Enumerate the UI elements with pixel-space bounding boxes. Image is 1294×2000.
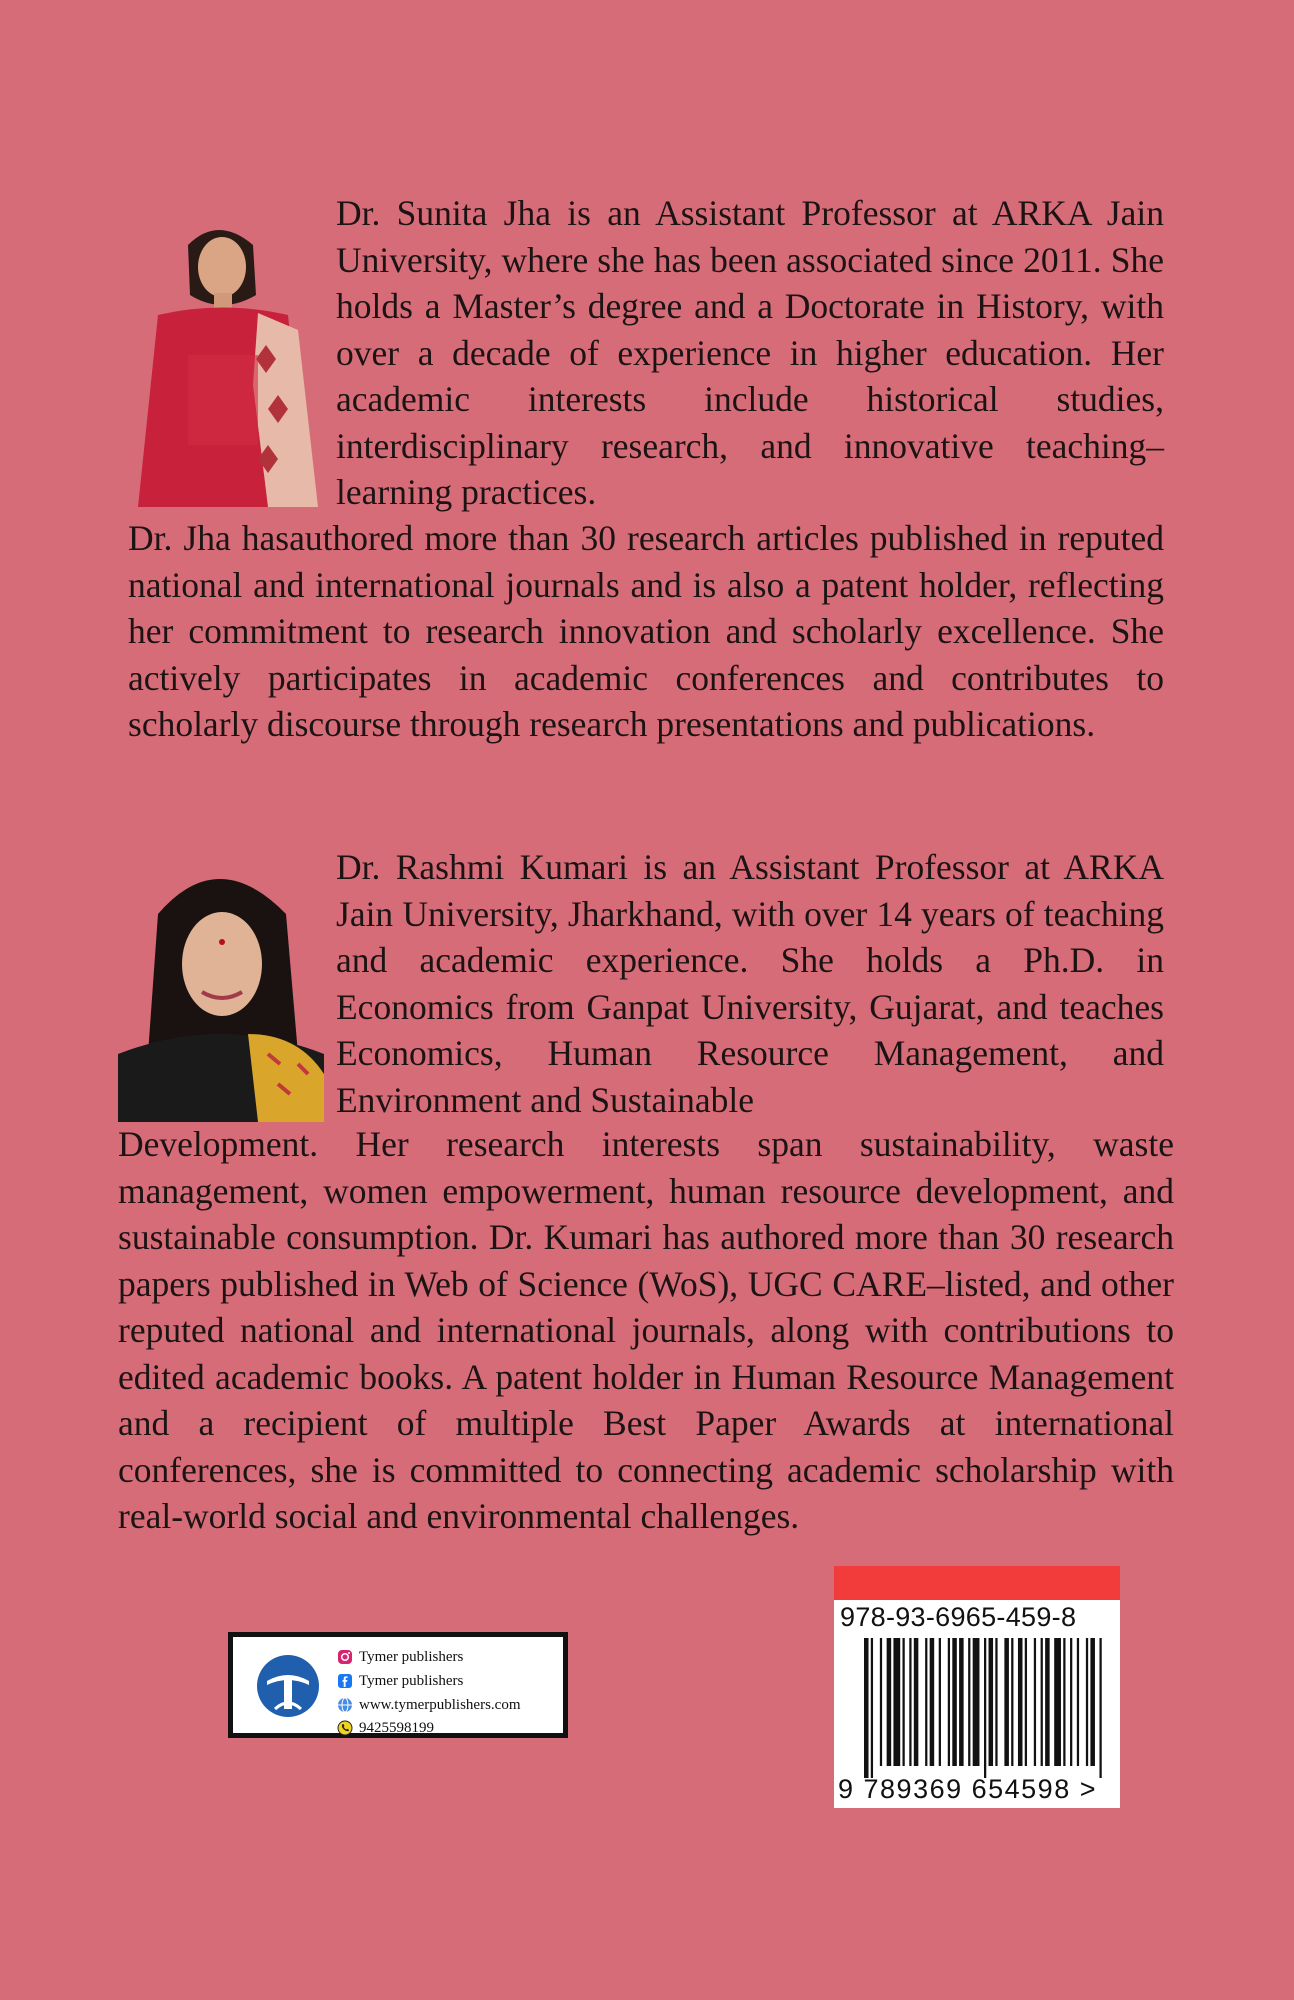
barcode-bar <box>939 1638 941 1766</box>
barcode-bar <box>959 1638 964 1766</box>
barcode-bar <box>989 1638 994 1766</box>
barcode-bar <box>1077 1638 1079 1766</box>
barcode-bar <box>973 1638 980 1766</box>
barcode-bar <box>984 1638 986 1778</box>
barcode-bar <box>1086 1638 1088 1766</box>
website-label: www.tymerpublishers.com <box>359 1696 521 1713</box>
website-row[interactable] <box>337 1695 521 1715</box>
globe-icon <box>337 1697 353 1713</box>
barcode-bar <box>952 1638 957 1766</box>
barcode-bar <box>1045 1638 1050 1766</box>
phone-row[interactable] <box>337 1719 434 1737</box>
facebook-row[interactable] <box>337 1671 463 1691</box>
barcode-bar <box>1099 1638 1101 1778</box>
barcode-bar <box>914 1638 919 1766</box>
barcode-bar <box>871 1638 873 1778</box>
phone-icon <box>337 1720 353 1736</box>
barcode-bar <box>1063 1638 1065 1766</box>
instagram-row[interactable] <box>337 1647 463 1667</box>
barcode-bar <box>930 1638 935 1766</box>
instagram-icon <box>337 1649 353 1665</box>
barcode-bar <box>995 1638 997 1766</box>
barcode-bar <box>1018 1638 1023 1766</box>
author2-bio-more: Development. Her research interests span sustainability, waste management, women empowerment, human resource development, and sustainable consumption. Dr. Kumari has authored more than 30 research papers published in Web of Science (WoS), UGC CARE–listed, and other reputed national and international journals, along with contributions to edited academic books. A patent holder in Human Resource Management and a recipient of multiple Best Paper Awards at international conferences, she is committed to connecting academic scholarship with real-world social and environmental challenges. <box>118 1124 1174 1536</box>
facebook-icon <box>337 1673 353 1689</box>
barcode-bar <box>925 1638 927 1766</box>
barcode-bar <box>1054 1638 1061 1766</box>
barcode-bar <box>864 1638 869 1778</box>
barcode-bar <box>1041 1638 1043 1766</box>
barcode-bar <box>1004 1638 1009 1766</box>
isbn-barcode <box>834 1566 1120 1808</box>
barcode-bar <box>880 1638 882 1766</box>
barcode-bar <box>1034 1638 1036 1766</box>
barcode-digits: 9 789369 654598 > <box>838 1774 1097 1804</box>
author1-photo <box>118 205 326 507</box>
barcode-bar <box>968 1638 970 1766</box>
barcode-bar <box>1070 1638 1072 1766</box>
barcode-bar <box>909 1638 911 1766</box>
barcode-bar <box>893 1638 900 1766</box>
isbn-number: 978-93-6965-459-8 <box>840 1602 1077 1632</box>
publisher-box <box>228 1632 568 1738</box>
phone-label: 9425598199 <box>359 1719 434 1736</box>
barcode-band <box>834 1566 1120 1600</box>
author1-bio-more: Dr. Jha hasauthored more than 30 research articles published in reputed national and international journals and is also a patent holder, reflecting her commitment to research innovation and scholarly excellence. She actively participates in academic conferences and contributes to scholarly discourse through research presentations and publications. <box>128 518 1164 744</box>
publisher-logo-icon <box>255 1653 321 1719</box>
author2-bio-lead: Dr. Rashmi Kumari is an Assistant Professor at ARKA Jain University, Jharkhand, with over 14 years of teaching and academic experience. She holds a Ph.D. in Economics from Ganpat University, Gujarat, and teaches Economics, Human Resource Management, and Environment and Sustainable <box>336 847 1164 1120</box>
barcode-bar <box>948 1638 950 1766</box>
facebook-label: Tymer publishers <box>359 1672 464 1689</box>
barcode-bar <box>1011 1638 1013 1766</box>
barcode-bar <box>1025 1638 1027 1766</box>
author1-bio-lead: Dr. Sunita Jha is an Assistant Professor at ARKA Jain University, where she has been associated since 2011. She holds a Master’s degree and a Doctorate in History, with over a decade of experience in higher education. Her academic interests include historical studies, interdisciplinary research, and innovative teaching–learning practices. <box>336 193 1164 512</box>
barcode-bar <box>887 1638 892 1766</box>
barcode-bar <box>1090 1638 1095 1766</box>
barcode-bar <box>902 1638 904 1766</box>
author2-photo <box>118 854 324 1122</box>
barcode-bars <box>864 1638 1104 1778</box>
instagram-label: Tymer publishers <box>359 1648 464 1665</box>
